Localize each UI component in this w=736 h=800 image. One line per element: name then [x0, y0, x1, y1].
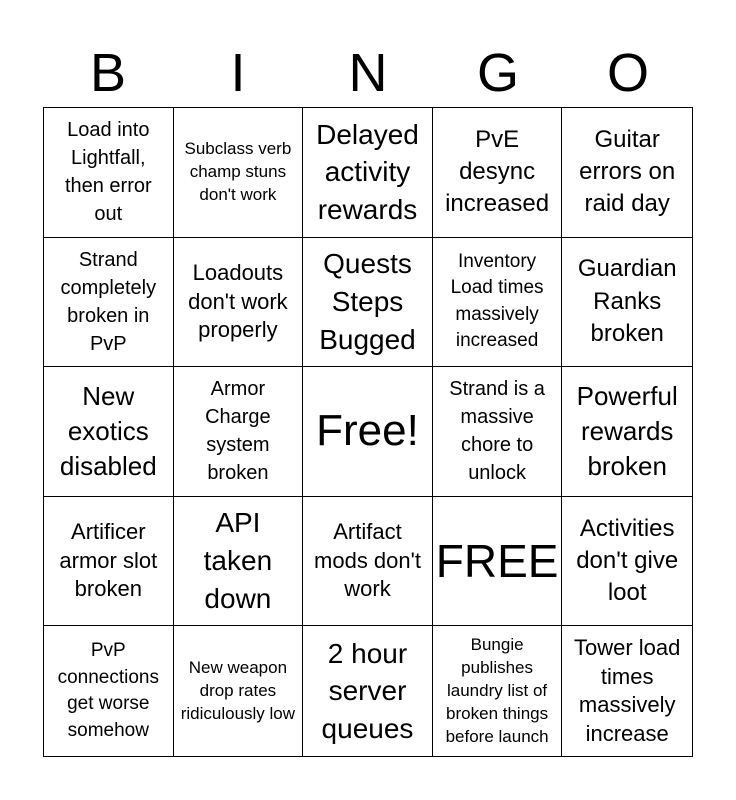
bingo-cell[interactable]: Guitar errors on raid day [562, 108, 692, 238]
bingo-cell[interactable]: Tower load times massively increase [574, 635, 681, 746]
header-letter-b: B [89, 43, 127, 103]
bingo-cell[interactable]: Strand completely broken in PvP [44, 238, 174, 368]
bingo-cell[interactable]: Artifact mods don't work [303, 497, 433, 627]
header-letter-o: O [606, 43, 649, 103]
bingo-cell[interactable]: Inventory Load times massively increased [433, 238, 563, 368]
bingo-header [43, 38, 693, 108]
bingo-cell[interactable]: Delayed activity rewards [303, 108, 433, 238]
bingo-cell[interactable]: Activities don't give loot [562, 497, 692, 627]
bingo-cell[interactable]: Armor Charge system broken [174, 367, 304, 497]
bingo-cell[interactable]: PvE desync increased [433, 108, 563, 238]
bingo-cell[interactable]: Subclass verb champ stuns don't work [174, 108, 304, 238]
bingo-cell[interactable]: Bungie publishes laundry list of broken things before launch [433, 626, 563, 756]
bingo-cell[interactable]: New weapon drop rates ridiculously low [174, 626, 304, 756]
free-space[interactable]: FREE [433, 497, 563, 627]
bingo-cell[interactable]: Quests Steps Bugged [303, 238, 433, 368]
bingo-cell[interactable]: PvP connections get worse somehow [44, 626, 174, 756]
header-letter-i: I [230, 43, 246, 103]
free-space[interactable]: Free! [303, 367, 433, 497]
bingo-cell[interactable]: API taken down [174, 497, 304, 627]
bingo-cell[interactable]: Strand is a massive chore to unlock [433, 367, 563, 497]
bingo-cell[interactable]: Guardian Ranks broken [562, 238, 692, 368]
header-letter-g: G [476, 43, 519, 103]
bingo-cell[interactable]: Load into Lightfall, then error out [44, 108, 174, 238]
bingo-cell[interactable]: 2 hour server queues [303, 626, 433, 756]
bingo-cell[interactable]: New exotics disabled [44, 367, 174, 497]
bingo-cell[interactable]: Powerful rewards broken [562, 367, 692, 497]
bingo-grid [43, 107, 693, 757]
bingo-cell[interactable]: Loadouts don't work properly [174, 238, 304, 368]
header-letter-n: N [348, 43, 388, 103]
bingo-cell[interactable]: Artificer armor slot broken [44, 497, 174, 627]
